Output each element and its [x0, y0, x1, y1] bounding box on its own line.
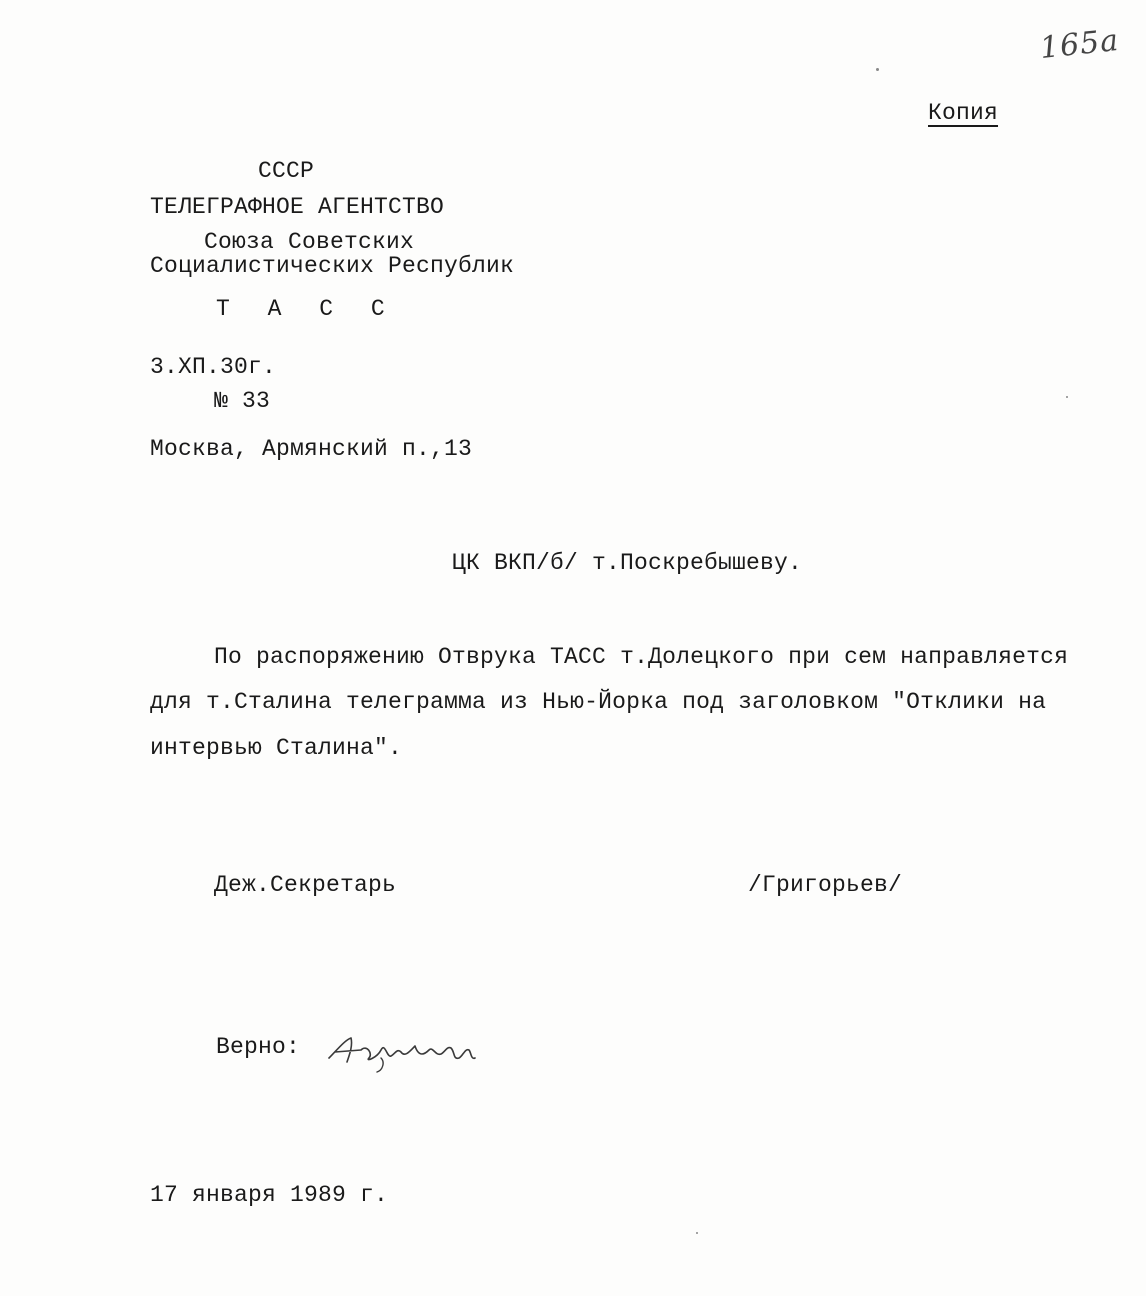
header-country: СССР: [258, 158, 315, 184]
signer-position: Деж.Секретарь: [214, 872, 397, 898]
archive-page-number: 165а: [1038, 22, 1121, 67]
body-line-3: интервью Сталина".: [150, 735, 403, 761]
recipient-line: ЦК ВКП/б/ т.Поскребышеву.: [452, 550, 803, 576]
body-line-1: По распоряжению Отврука ТАСС т.Долецкого при сем направляется: [214, 644, 1069, 670]
sender-address: Москва, Армянский п.,13: [150, 436, 473, 462]
paper-speck: [1066, 396, 1068, 398]
body-line-2: для т.Сталина телеграмма из Нью-Йорка под заголовком "Отклики на: [150, 689, 1047, 715]
document-number: № 33: [214, 388, 271, 414]
signer-name: /Григорьев/: [748, 872, 903, 898]
document-date: 3.ХП.30г.: [150, 354, 277, 380]
header-agency-line3: Социалистических Республик: [150, 253, 515, 279]
paper-speck: [696, 1232, 698, 1234]
certification-date: 17 января 1989 г.: [150, 1182, 389, 1208]
header-agency-line1: ТЕЛЕГРАФНОЕ АГЕНТСТВО: [150, 194, 445, 220]
copy-mark: Копия: [928, 100, 999, 126]
handwritten-signature: [325, 1028, 485, 1078]
verification-label: Верно:: [216, 1034, 301, 1060]
header-acronym: Т А С С: [216, 296, 397, 322]
paper-speck: [876, 68, 879, 71]
header-agency-line2: Союза Советских: [204, 229, 415, 255]
